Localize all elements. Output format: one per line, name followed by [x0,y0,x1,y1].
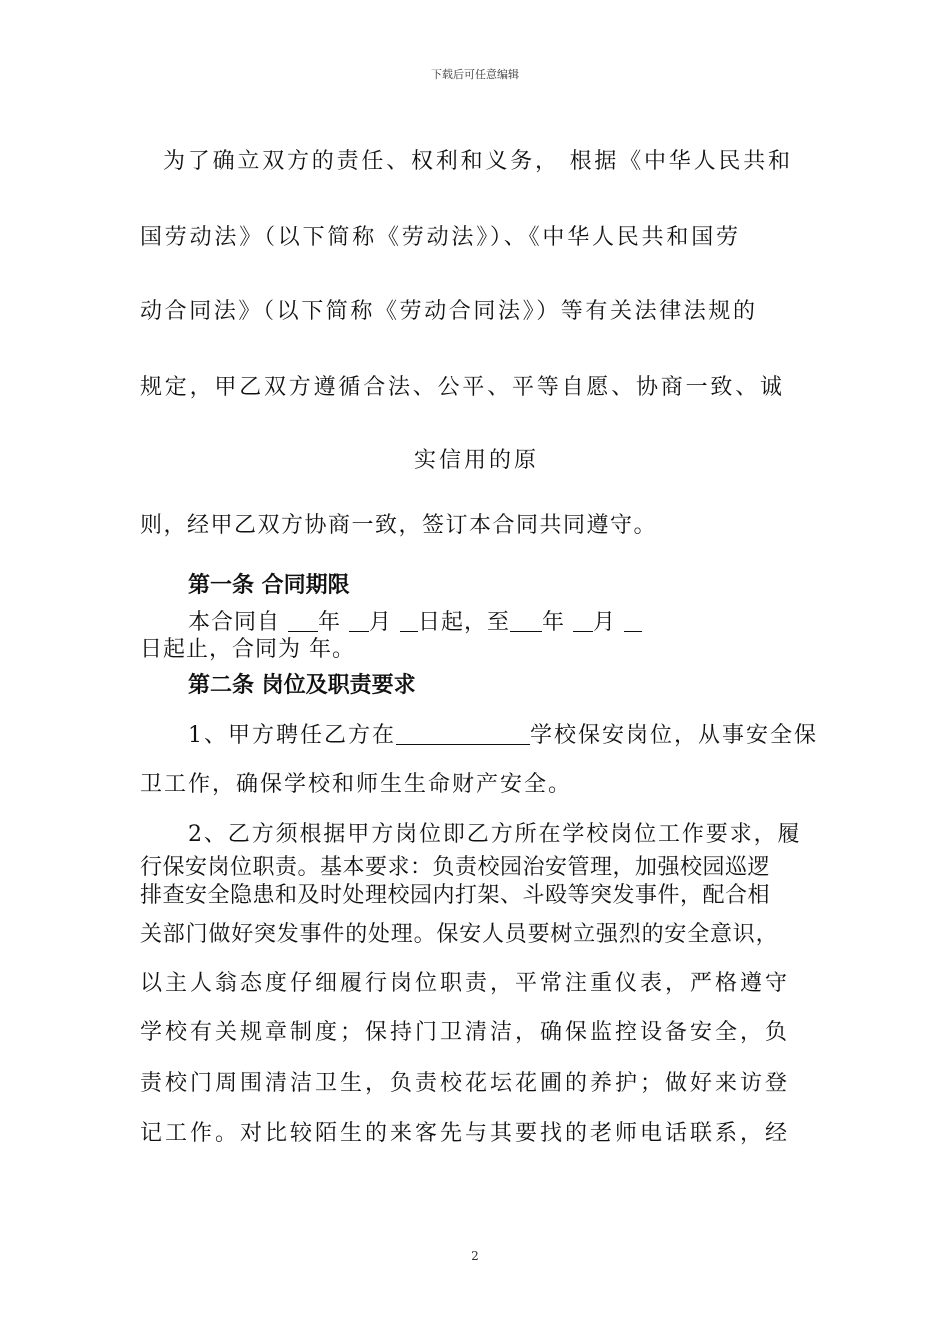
article-1-text-segment: 月 [369,610,400,635]
year-blank-2[interactable] [510,609,542,632]
article-2-item-1-prefix: 1、甲方聘任乙方在 [188,723,396,748]
article-2-title: 第二条 岗位及职责要求 [188,673,416,698]
year-blank-1[interactable] [288,609,318,632]
article-2-item-2-line-7: 责校门周围清洁卫生，负责校花坛花圃的养护；做好来访登 [140,1071,791,1096]
article-2-item-2-line-1: 2、乙方须根据甲方岗位即乙方所在学校岗位工作要求，履 [188,822,802,847]
page-number: 2 [471,1249,479,1263]
preamble-line-1: 为了确立双方的责任、权利和义务， 根据《中华人民共和 [163,149,793,174]
article-1-text-line-2: 日起止，合同为 年。 [140,637,355,662]
article-1-text-segment: 日起，至 [418,610,511,635]
article-2-item-2-line-6: 学校有关规章制度；保持门卫清洁，确保监控设备安全，负 [140,1020,791,1045]
article-2-item-2-line-3: 排查安全隐患和及时处理校园内打架、斗殴等突发事件，配合相 [140,883,771,908]
preamble-line-2: 国劳动法》（以下简称《劳动法》）、《中华人民共和国劳 [140,225,741,250]
month-blank-1[interactable] [349,609,369,632]
article-2-item-2-line-8: 记工作。对比较陌生的来客先与其要找的老师电话联系，经 [140,1121,791,1146]
article-1-title: 第一条 合同期限 [188,573,350,598]
preamble-line-6: 则，经甲乙双方协商一致，签订本合同共同遵守。 [140,513,658,538]
page-header-note: 下载后可任意编辑 [431,68,519,81]
month-blank-2[interactable] [573,609,593,632]
preamble-line-4: 规定，甲乙双方遵循合法、公平、平等自愿、协商一致、诚 [140,375,785,400]
article-1-text-segment: 月 [593,610,625,635]
article-2-item-2-line-4: 关部门做好突发事件的处理。保安人员要树立强烈的安全意识， [140,922,779,947]
preamble-line-3: 动合同法》（以下简称《劳动合同法》）等有关法律法规的 [140,299,758,324]
school-name-blank[interactable] [396,722,530,745]
article-1-text-segment: 年 [542,610,574,635]
article-2-item-1-line-1 [188,722,818,750]
day-blank-1[interactable] [400,609,418,632]
preamble-line-5: 实信用的原 [414,448,540,473]
article-2-item-2-line-5: 以主人翁态度仔细履行岗位职责，平常注重仪表，严格遵守 [140,971,791,996]
article-2-item-2-line-2: 行保安岗位职责。基本要求：负责校园治安管理，加强校园巡逻 [140,855,771,880]
article-2-item-1-suffix: 学校保安岗位，从事安全保 [530,723,819,748]
day-blank-2[interactable] [624,609,642,632]
article-1-text-segment: 本合同自 [188,610,288,635]
article-1-text-line-1 [188,609,642,637]
article-1-text-segment: 年 [318,610,349,635]
article-2-item-1-line-2: 卫工作，确保学校和师生生命财产安全。 [140,772,573,797]
